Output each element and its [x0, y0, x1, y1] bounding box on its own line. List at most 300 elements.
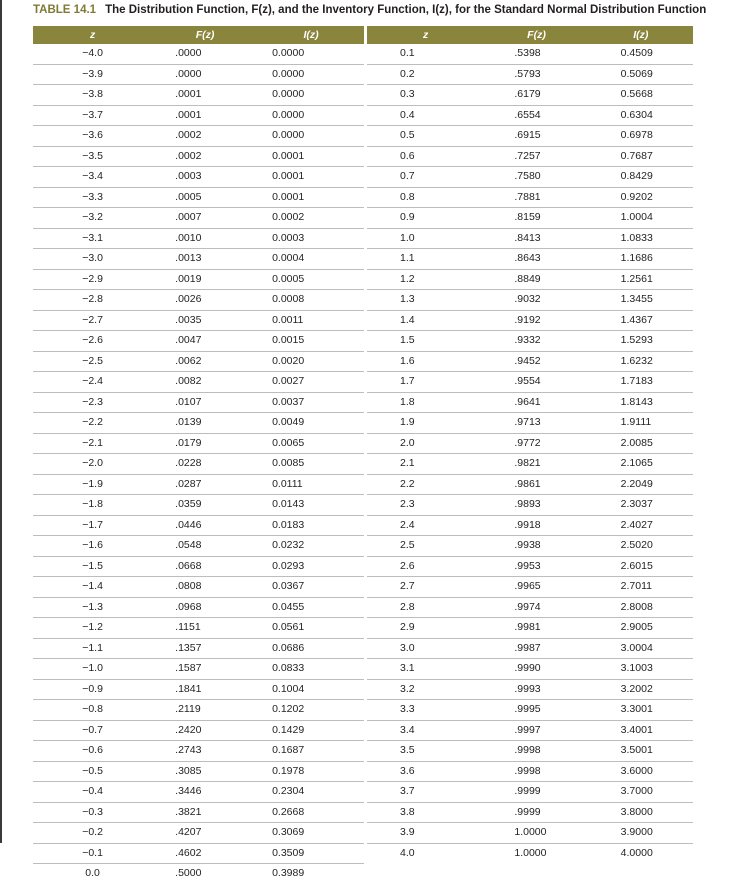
- fz-cell: .0548: [152, 536, 258, 557]
- fz-cell: .9999: [484, 802, 588, 823]
- right-table-body: [367, 44, 693, 863]
- table-row: [33, 864, 364, 884]
- iz-cell: 1.0833: [589, 228, 693, 249]
- iz-cell: 0.0000: [258, 105, 364, 126]
- z-cell: 1.7: [367, 372, 484, 393]
- fz-cell: .5398: [484, 44, 588, 64]
- fz-cell: .6915: [484, 126, 588, 147]
- z-cell: 3.5: [367, 741, 484, 762]
- iz-cell: 1.2561: [589, 269, 693, 290]
- iz-cell: 0.0085: [258, 454, 364, 475]
- fz-cell: 1.0000: [514, 846, 547, 859]
- table-row: [367, 720, 693, 741]
- fz-cell: .2743: [152, 741, 258, 762]
- iz-cell: 2.0085: [589, 433, 693, 454]
- table-row: [367, 126, 693, 147]
- iz-cell: 3.0004: [589, 638, 693, 659]
- z-cell: −3.2: [33, 208, 152, 229]
- table-row: [33, 802, 364, 823]
- z-cell: 2.3: [367, 495, 484, 516]
- table-row: [33, 700, 364, 721]
- z-cell: −1.3: [33, 597, 152, 618]
- fz-cell: .0808: [152, 577, 258, 598]
- z-cell: 1.2: [367, 269, 484, 290]
- iz-cell: 2.7011: [589, 577, 693, 598]
- table-row: [367, 290, 693, 311]
- iz-cell: 0.0232: [258, 536, 364, 557]
- header-iz: I(z): [258, 26, 364, 44]
- z-cell: 1.3: [367, 290, 484, 311]
- fz-cell: .9998: [484, 741, 588, 762]
- table-row: [367, 597, 693, 618]
- iz-cell: 0.4509: [589, 44, 693, 64]
- table-row: [367, 495, 693, 516]
- fz-cell: .0139: [152, 413, 258, 434]
- table-row: [367, 167, 693, 188]
- table-row: [33, 85, 364, 106]
- iz-cell: 0.5069: [589, 64, 693, 85]
- iz-cell: 0.7687: [589, 146, 693, 167]
- iz-cell: 3.4001: [589, 720, 693, 741]
- fz-cell: .9953: [484, 556, 588, 577]
- page-left-edge: [0, 0, 2, 843]
- table-row: [367, 556, 693, 577]
- fz-cell: .1357: [152, 638, 258, 659]
- fz-cell: .9974: [484, 597, 588, 618]
- table-row: [367, 413, 693, 434]
- z-cell: 0.5: [367, 126, 484, 147]
- z-cell: −2.4: [33, 372, 152, 393]
- iz-cell: 2.2049: [589, 474, 693, 495]
- z-cell: −3.1: [33, 228, 152, 249]
- z-cell: 0.4: [367, 105, 484, 126]
- table-row: [367, 700, 693, 721]
- z-cell: −0.2: [33, 823, 152, 844]
- fz-cell: .3821: [152, 802, 258, 823]
- fz-cell: .0446: [152, 515, 258, 536]
- table-row: [367, 372, 693, 393]
- z-cell: −1.8: [33, 495, 152, 516]
- table-row: [367, 64, 693, 85]
- table-row: [33, 720, 364, 741]
- z-cell: −2.2: [33, 413, 152, 434]
- z-cell: 2.7: [367, 577, 484, 598]
- iz-cell: 0.0011: [258, 310, 364, 331]
- table-row: [33, 741, 364, 762]
- fz-cell: .9965: [484, 577, 588, 598]
- iz-cell: 1.6232: [589, 351, 693, 372]
- left-table: [33, 26, 364, 884]
- table-row: [33, 495, 364, 516]
- fz-cell: .0026: [152, 290, 258, 311]
- fz-cell: .0001: [152, 105, 258, 126]
- iz-cell: 0.0111: [258, 474, 364, 495]
- z-cell: 3.3: [367, 700, 484, 721]
- fz-cell: .9032: [484, 290, 588, 311]
- iz-cell: 0.2668: [258, 802, 364, 823]
- table-row: [33, 44, 364, 64]
- z-cell: −2.0: [33, 454, 152, 475]
- fz-cell: .9990: [484, 659, 588, 680]
- iz-cell: 4.0000: [620, 846, 653, 859]
- table-row: [367, 269, 693, 290]
- fz-cell: .9998: [484, 761, 588, 782]
- z-cell: 3.4: [367, 720, 484, 741]
- z-cell: 3.0: [367, 638, 484, 659]
- iz-cell: 0.1429: [258, 720, 364, 741]
- iz-cell: 3.9000: [589, 823, 693, 844]
- table-row: [33, 659, 364, 680]
- iz-cell: 2.3037: [589, 495, 693, 516]
- z-cell: −1.0: [33, 659, 152, 680]
- iz-cell: 0.0455: [258, 597, 364, 618]
- fz-cell: .3446: [152, 782, 258, 803]
- iz-cell: 0.0005: [258, 269, 364, 290]
- table-title: The Distribution Function, F(z), and the Inventory Function, I(z), for the Standard Normal Distribution Function: [105, 4, 707, 16]
- table-row: [33, 454, 364, 475]
- z-cell: 2.9: [367, 618, 484, 639]
- header-row: [33, 26, 364, 44]
- z-cell: −1.1: [33, 638, 152, 659]
- z-cell: −2.3: [33, 392, 152, 413]
- z-cell: −3.6: [33, 126, 152, 147]
- table-row: [367, 843, 693, 863]
- z-cell: −3.4: [33, 167, 152, 188]
- iz-cell: 0.0001: [258, 167, 364, 188]
- fz-cell: 1.0000: [484, 823, 588, 844]
- fz-cell: .4602: [152, 843, 258, 864]
- fz-cell: .0002: [152, 146, 258, 167]
- fz-cell: .0359: [152, 495, 258, 516]
- fz-cell: .0047: [152, 331, 258, 352]
- iz-cell: 3.7000: [589, 782, 693, 803]
- table-row: [367, 474, 693, 495]
- z-cell: 1.6: [367, 351, 484, 372]
- fz-cell: .1151: [152, 618, 258, 639]
- table-row: [33, 208, 364, 229]
- fz-cell: .0082: [152, 372, 258, 393]
- iz-cell: 3.8000: [589, 802, 693, 823]
- fz-cell: .0002: [152, 126, 258, 147]
- z-cell: −4.0: [33, 44, 152, 64]
- table-row: [367, 44, 693, 64]
- iz-cell: 0.0037: [258, 392, 364, 413]
- fz-cell: .0000: [152, 64, 258, 85]
- z-cell: −3.5: [33, 146, 152, 167]
- z-cell: −0.5: [33, 761, 152, 782]
- iz-cell: 0.8429: [589, 167, 693, 188]
- table-row: [33, 126, 364, 147]
- left-table-body: [33, 44, 364, 884]
- z-cell: 2.8: [367, 597, 484, 618]
- fz-cell: .1841: [152, 679, 258, 700]
- z-cell: −0.4: [33, 782, 152, 803]
- fz-cell: .9861: [484, 474, 588, 495]
- table-row: [367, 331, 693, 352]
- iz-cell: 0.0183: [258, 515, 364, 536]
- fz-cell: .0968: [152, 597, 258, 618]
- table-row: [33, 556, 364, 577]
- z-cell: 2.4: [367, 515, 484, 536]
- table-row: [33, 536, 364, 557]
- fz-cell: .9192: [484, 310, 588, 331]
- table-row: [367, 310, 693, 331]
- iz-cell: 0.0001: [258, 187, 364, 208]
- iz-cell: 0.0686: [258, 638, 364, 659]
- iz-cell: 0.2304: [258, 782, 364, 803]
- z-cell: 1.8: [367, 392, 484, 413]
- table-row: [33, 310, 364, 331]
- z-cell: 2.0: [367, 433, 484, 454]
- fz-cell: .0062: [152, 351, 258, 372]
- table-row: [33, 105, 364, 126]
- fz-cell: .0668: [152, 556, 258, 577]
- fz-cell: .8159: [484, 208, 588, 229]
- iz-cell: 1.3455: [589, 290, 693, 311]
- fz-cell: .9332: [484, 331, 588, 352]
- fz-cell: .5793: [484, 64, 588, 85]
- iz-cell: 0.1687: [258, 741, 364, 762]
- iz-cell: 0.3989: [272, 867, 305, 879]
- table-row: [367, 85, 693, 106]
- z-cell: −2.8: [33, 290, 152, 311]
- z-cell: −3.9: [33, 64, 152, 85]
- z-cell: 0.3: [367, 85, 484, 106]
- z-cell: 0.6: [367, 146, 484, 167]
- fz-cell: .0287: [152, 474, 258, 495]
- table-row: [33, 249, 364, 270]
- z-cell: −2.7: [33, 310, 152, 331]
- table-row: [367, 823, 693, 844]
- table-caption: [33, 2, 706, 18]
- table-row: [33, 146, 364, 167]
- z-cell: −3.3: [33, 187, 152, 208]
- header-fz: F(z): [152, 26, 258, 44]
- right-table: [367, 26, 693, 863]
- table-row: [367, 249, 693, 270]
- z-cell: 1.0: [367, 228, 484, 249]
- iz-cell: 1.4367: [589, 310, 693, 331]
- fz-cell: .6179: [484, 85, 588, 106]
- table-row: [33, 577, 364, 598]
- table-row: [367, 618, 693, 639]
- fz-cell: .0000: [152, 44, 258, 64]
- iz-cell: 0.1978: [258, 761, 364, 782]
- iz-cell: 0.0293: [258, 556, 364, 577]
- table-row: [33, 228, 364, 249]
- fz-cell: .8849: [484, 269, 588, 290]
- iz-cell: 0.0367: [258, 577, 364, 598]
- table-row: [33, 823, 364, 844]
- table-row: [367, 782, 693, 803]
- table-row: [367, 187, 693, 208]
- fz-cell: .0001: [152, 85, 258, 106]
- iz-cell: 0.0833: [258, 659, 364, 680]
- iz-cell: 0.3509: [258, 843, 364, 864]
- iz-cell: 1.0004: [589, 208, 693, 229]
- table-row: [367, 146, 693, 167]
- z-cell: −0.6: [33, 741, 152, 762]
- fz-cell: .4207: [152, 823, 258, 844]
- iz-cell: 0.6304: [589, 105, 693, 126]
- iz-cell: 0.0000: [258, 44, 364, 64]
- z-cell: 1.1: [367, 249, 484, 270]
- z-cell: 3.1: [367, 659, 484, 680]
- iz-cell: 0.0065: [258, 433, 364, 454]
- fz-cell: .9641: [484, 392, 588, 413]
- iz-cell: 3.3001: [589, 700, 693, 721]
- z-cell: −0.1: [33, 843, 152, 864]
- table-row: [33, 290, 364, 311]
- z-cell: 2.6: [367, 556, 484, 577]
- table-row: [33, 843, 364, 864]
- fz-cell: .0007: [152, 208, 258, 229]
- z-cell: 0.8: [367, 187, 484, 208]
- table-row: [33, 761, 364, 782]
- fz-cell: .9938: [484, 536, 588, 557]
- fz-cell: .2420: [152, 720, 258, 741]
- z-cell: 0.7: [367, 167, 484, 188]
- iz-cell: 2.6015: [589, 556, 693, 577]
- z-cell: 3.8: [367, 802, 484, 823]
- z-cell: −1.7: [33, 515, 152, 536]
- z-cell: 0.1: [367, 44, 484, 64]
- z-cell: −2.9: [33, 269, 152, 290]
- fz-cell: .0019: [152, 269, 258, 290]
- z-cell: −3.7: [33, 105, 152, 126]
- z-cell: −0.3: [33, 802, 152, 823]
- iz-cell: 0.0002: [258, 208, 364, 229]
- table-row: [33, 638, 364, 659]
- z-cell: −2.5: [33, 351, 152, 372]
- iz-cell: 2.1065: [589, 454, 693, 475]
- iz-cell: 3.6000: [589, 761, 693, 782]
- z-cell: 3.7: [367, 782, 484, 803]
- fz-cell: .0179: [152, 433, 258, 454]
- table-row: [33, 618, 364, 639]
- table-row: [33, 372, 364, 393]
- fz-cell: .9999: [484, 782, 588, 803]
- table-row: [367, 577, 693, 598]
- table-row: [367, 741, 693, 762]
- z-cell: −1.5: [33, 556, 152, 577]
- z-cell: −1.6: [33, 536, 152, 557]
- iz-cell: 0.0143: [258, 495, 364, 516]
- fz-cell: .9997: [484, 720, 588, 741]
- iz-cell: 0.0008: [258, 290, 364, 311]
- fz-cell: .0013: [152, 249, 258, 270]
- iz-cell: 2.4027: [589, 515, 693, 536]
- fz-cell: .9772: [484, 433, 588, 454]
- iz-cell: 1.1686: [589, 249, 693, 270]
- fz-cell: .9554: [484, 372, 588, 393]
- fz-cell: .2119: [152, 700, 258, 721]
- table-row: [33, 433, 364, 454]
- fz-cell: .9981: [484, 618, 588, 639]
- fz-cell: .0035: [152, 310, 258, 331]
- iz-cell: 0.0000: [258, 64, 364, 85]
- table-row: [33, 474, 364, 495]
- table-row: [33, 782, 364, 803]
- iz-cell: 0.0001: [258, 146, 364, 167]
- z-cell: 3.2: [367, 679, 484, 700]
- z-cell: 0.2: [367, 64, 484, 85]
- iz-cell: 0.1004: [258, 679, 364, 700]
- z-cell: −1.4: [33, 577, 152, 598]
- fz-cell: .9452: [484, 351, 588, 372]
- iz-cell: 0.0561: [258, 618, 364, 639]
- fz-cell: .9918: [484, 515, 588, 536]
- header-iz: I(z): [589, 26, 693, 44]
- table-row: [367, 659, 693, 680]
- z-cell: −3.8: [33, 85, 152, 106]
- table-row: [367, 105, 693, 126]
- iz-cell: 1.5293: [589, 331, 693, 352]
- table-row: [367, 392, 693, 413]
- iz-cell: 0.0020: [258, 351, 364, 372]
- z-cell: −3.0: [33, 249, 152, 270]
- table-number: TABLE 14.1: [33, 4, 97, 16]
- fz-cell: .0003: [152, 167, 258, 188]
- fz-cell: .8643: [484, 249, 588, 270]
- fz-cell: .9993: [484, 679, 588, 700]
- table-row: [367, 638, 693, 659]
- table-row: [367, 761, 693, 782]
- table-row: [33, 187, 364, 208]
- fz-cell: .9893: [484, 495, 588, 516]
- header-z: z: [33, 26, 152, 44]
- iz-cell: 0.0015: [258, 331, 364, 352]
- z-cell: 2.5: [367, 536, 484, 557]
- table-row: [367, 536, 693, 557]
- z-cell: 0.0: [85, 867, 100, 879]
- iz-cell: 0.0027: [258, 372, 364, 393]
- iz-cell: 3.1003: [589, 659, 693, 680]
- fz-cell: .1587: [152, 659, 258, 680]
- z-cell: −2.1: [33, 433, 152, 454]
- z-cell: 0.9: [367, 208, 484, 229]
- fz-cell: .6554: [484, 105, 588, 126]
- iz-cell: 1.9111: [589, 413, 693, 434]
- fz-cell: .9713: [484, 413, 588, 434]
- table-row: [33, 167, 364, 188]
- z-cell: 3.6: [367, 761, 484, 782]
- iz-cell: 0.6978: [589, 126, 693, 147]
- iz-cell: 0.0000: [258, 85, 364, 106]
- table-row: [33, 351, 364, 372]
- iz-cell: 0.0000: [258, 126, 364, 147]
- table-row: [367, 515, 693, 536]
- table-row: [367, 679, 693, 700]
- fz-cell: .8413: [484, 228, 588, 249]
- fz-cell: .5000: [175, 867, 202, 879]
- table-row: [33, 515, 364, 536]
- iz-cell: 1.7183: [589, 372, 693, 393]
- fz-cell: .0005: [152, 187, 258, 208]
- z-cell: 2.1: [367, 454, 484, 475]
- table-row: [367, 208, 693, 229]
- iz-cell: 0.9202: [589, 187, 693, 208]
- fz-cell: .7881: [484, 187, 588, 208]
- fz-cell: .9987: [484, 638, 588, 659]
- table-row: [33, 679, 364, 700]
- iz-cell: 3.2002: [589, 679, 693, 700]
- z-cell: −1.2: [33, 618, 152, 639]
- z-cell: −0.7: [33, 720, 152, 741]
- z-cell: −0.9: [33, 679, 152, 700]
- header-fz: F(z): [484, 26, 588, 44]
- table-row: [367, 351, 693, 372]
